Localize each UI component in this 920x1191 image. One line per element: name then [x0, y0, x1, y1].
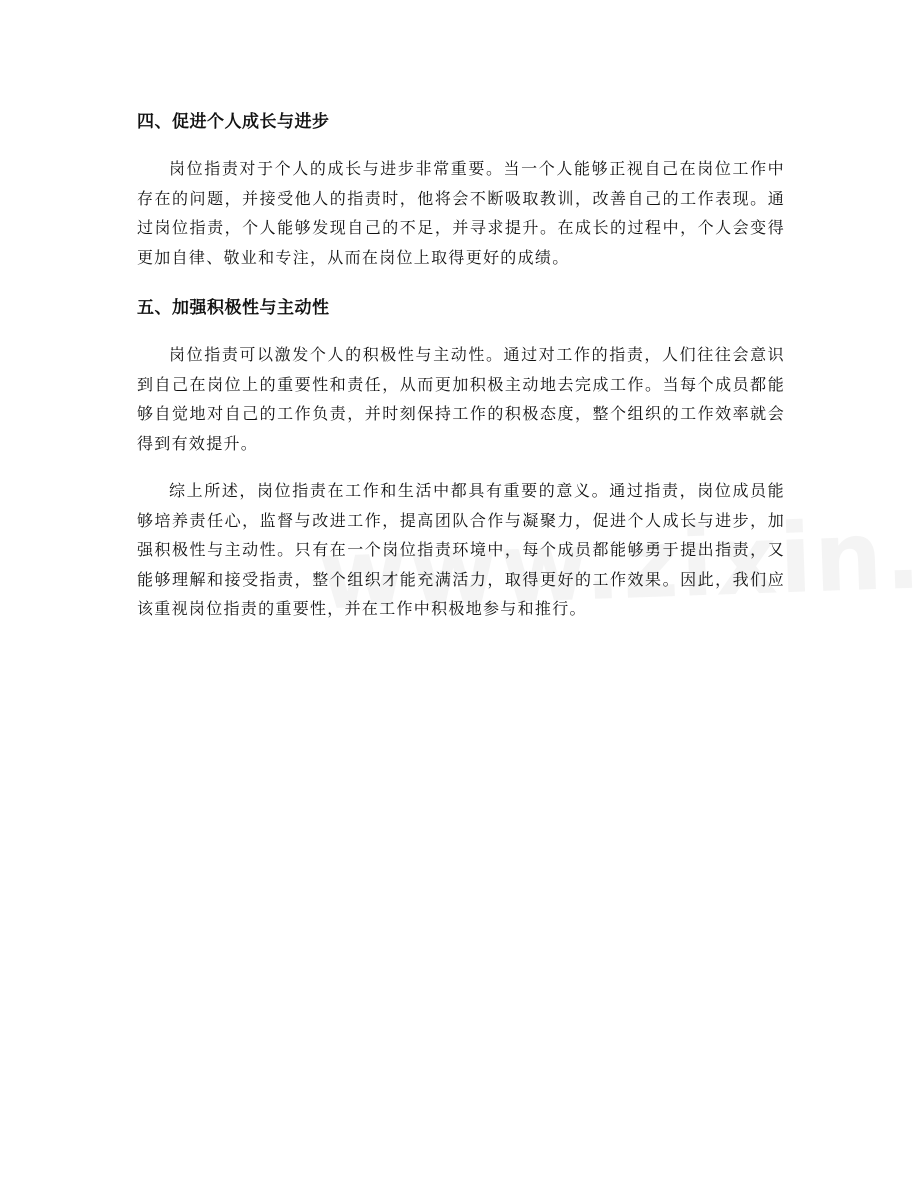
- conclusion-paragraph: 综上所述，岗位指责在工作和生活中都具有重要的意义。通过指责，岗位成员能够培养责任心，监督与改进工作，提高团队合作与凝聚力，促进个人成长与进步，加强积极性与主动性。只有在一个岗位指责环境中，每个成员都能够勇于提出指责，又能够理解和接受指责，整个组织才能充满活力，取得更好的工作效果。因此，我们应该重视岗位指责的重要性，并在工作中积极地参与和推行。: [137, 481, 785, 618]
- section-paragraph-4: 岗位指责对于个人的成长与进步非常重要。当一个人能够正视自己在岗位工作中存在的问题，并接受他人的指责时，他将会不断吸取教训，改善自己的工作表现。通过岗位指责，个人能够发现自己的不足，并寻求提升。在成长的过程中，个人会变得更加自律、敬业和专注，从而在岗位上取得更好的成绩。: [137, 159, 785, 267]
- section-heading-5: 五、加强积极性与主动性: [137, 298, 330, 318]
- section-paragraph-5: 岗位指责可以激发个人的积极性与主动性。通过对工作的指责，人们往往会意识到自己在岗位上的重要性和责任，从而更加积极主动地去完成工作。当每个成员都能够自觉地对自己的工作负责，并时刻保持工作的积极态度，整个组织的工作效率就会得到有效提升。: [137, 345, 785, 453]
- document-body: [137, 104, 785, 624]
- section-heading-4: 四、促进个人成长与进步: [137, 112, 330, 132]
